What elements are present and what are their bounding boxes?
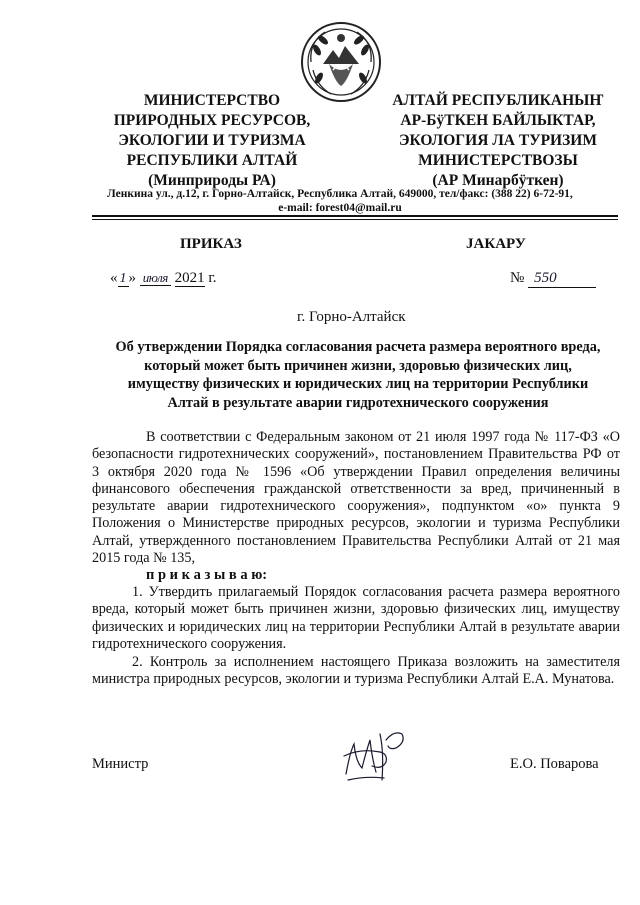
ministry-alt-short: (АР Минарбÿткен) [432, 172, 564, 189]
city: г. Горно-Алтайск [297, 309, 406, 325]
number-value: 550 [528, 270, 596, 288]
ministry-ru-line: РЕСПУБЛИКИ АЛТАЙ [126, 152, 298, 169]
ministry-ru-line: ПРИРОДНЫХ РЕСУРСОВ, [113, 112, 311, 129]
ministry-alt-line: АЛТАЙ РЕСПУБЛИКАНЫҤ [392, 92, 604, 109]
date-year-suffix: г. [208, 270, 217, 286]
date-month: июля [140, 270, 171, 286]
order-title-russian: ПРИКАЗ [180, 236, 242, 252]
handwritten-signature [336, 722, 420, 786]
signatory-name: Е.О. Поварова [510, 756, 599, 772]
date-quote-open: « [110, 270, 118, 286]
ministry-name-altai [378, 91, 618, 191]
date-year: 2021 [174, 270, 205, 286]
signatory-position: Министр [92, 756, 149, 772]
contact-address [60, 187, 620, 215]
date-quote-close: » [128, 270, 136, 286]
ministry-name-russian [92, 91, 332, 191]
date-day: 1 [119, 271, 127, 286]
ministry-ru-line: МИНИСТЕРСТВО [143, 92, 281, 109]
ministry-alt-line: МИНИСТЕРСТВОЗЫ [418, 152, 578, 169]
header-divider-thin [92, 219, 618, 220]
title-line: имуществу физических и юридических лиц на территории Республики [127, 376, 589, 392]
ministry-ru-short: (Минприроды РА) [148, 172, 276, 189]
ministry-alt-line: ЭКОЛОГИЯ ЛА ТУРИЗИМ [399, 132, 597, 149]
header-divider [92, 215, 618, 217]
title-line: который может быть причинен жизни, здоровью физических лиц, [144, 357, 572, 374]
order-number [510, 270, 596, 288]
title-line: Алтай в результате аварии гидротехнического сооружения [167, 394, 549, 411]
title-line: Об утверждении Порядка согласования расчета размера вероятного вреда, [115, 339, 601, 355]
document-title [96, 338, 620, 412]
ministry-alt-line: АР-БÿТКЕН БАЙЛЫКТАР, [400, 112, 596, 129]
ministry-ru-line: ЭКОЛОГИИ И ТУРИЗМА [118, 132, 306, 149]
order-item-1: 1. Утвердить прилагаемый Порядок согласования расчета размера вероятного вреда, который может быть причинен жизни, здоровью физических лиц, имуществу физических и юридических лиц на территории Республики Алтай в результате аварии гидротехнического сооружения. [92, 584, 620, 652]
order-date [110, 270, 217, 287]
preamble-paragraph: В соответствии с Федеральным законом от 21 июля 1997 года № 117-ФЗ «О безопасности гидротехнических сооружений», постановлением Правительства РФ от 3 октября 2020 года № 1596 «Об утверждении Правил определения величины финансового обеспечения гражданской ответственности за вред, причиненный в результате аварии гидротехнического сооружения», подпунктом «о» пункта 9 Положения о Министерстве природных ресурсов, экологии и туризма Республики Алтай, утвержденного постановлением Правительства Республики Алтай от 21 мая 2015 года № 135, [92, 429, 620, 567]
email-line: e-mail: forest04@mail.ru [278, 202, 402, 214]
order-item-2: 2. Контроль за исполнением настоящего Приказа возложить на заместителя министра природных ресурсов, экологии и туризма Республики Алтай Е.А. Мунатова. [92, 654, 620, 688]
address-line: Ленкина ул., д.12, г. Горно-Алтайск, Республика Алтай, 649000, тел/факс: (388 22) 6-72-91, [107, 188, 573, 200]
order-title-altai: JАКАРУ [466, 236, 526, 252]
number-sign: № [510, 270, 525, 286]
orders-keyword: п р и к а з ы в а ю: [146, 567, 268, 583]
